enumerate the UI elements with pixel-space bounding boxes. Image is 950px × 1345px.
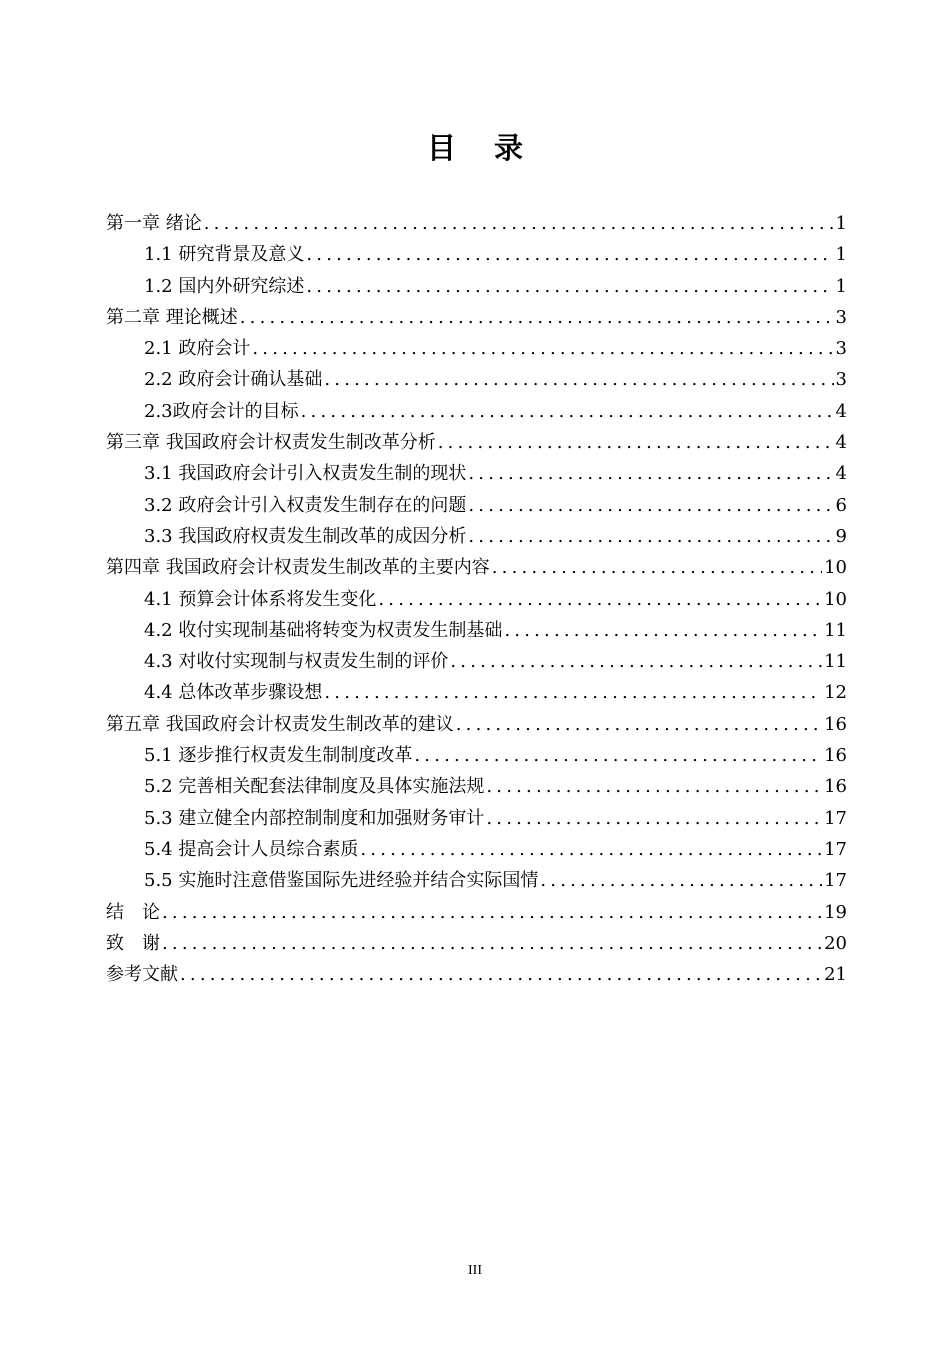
toc-entry-page-number: 3: [835, 338, 847, 360]
toc-section-entry[interactable]: [106, 834, 847, 865]
toc-entry-page-number: 4: [835, 463, 847, 485]
toc-chapter-entry[interactable]: [106, 427, 847, 458]
toc-dot-leader: [324, 677, 822, 708]
toc-section-entry[interactable]: [106, 771, 847, 802]
toc-entry-label: 5.2 完善相关配套法律制度及具体实施法规: [144, 776, 485, 798]
toc-entry-label: 4.4 总体改革步骤设想: [144, 682, 323, 704]
toc-entry-label: 第五章 我国政府会计权责发生制改革的建议: [106, 713, 454, 735]
toc-dot-leader: [540, 865, 822, 896]
toc-entry-page-number: 3: [835, 306, 847, 328]
toc-entry-label: 3.3 我国政府权责发生制改革的成因分析: [144, 525, 467, 547]
toc-entry-page-number: 1: [835, 244, 847, 266]
toc-dot-leader: [450, 646, 822, 677]
toc-section-entry[interactable]: [106, 458, 847, 489]
toc-entry-label: 致 谢: [106, 932, 160, 954]
toc-entry-label: 第三章 我国政府会计权责发生制改革分析: [106, 432, 436, 454]
toc-section-entry[interactable]: [106, 615, 847, 646]
toc-entry-label: 第一章 绪论: [106, 213, 202, 234]
toc-entry-page-number: 9: [835, 525, 847, 547]
toc-entry-label: 1.1 研究背景及意义: [144, 244, 305, 266]
toc-entry-page-number: 3: [835, 369, 847, 391]
toc-entry-label: 1.2 国内外研究综述: [144, 275, 305, 297]
toc-dot-leader: [252, 333, 833, 364]
toc-dot-leader: [468, 458, 833, 489]
toc-dot-leader: [486, 771, 822, 802]
page-title: 目 录: [426, 131, 538, 165]
toc-entry-label: 4.2 收付实现制基础将转变为权责发生制基础: [144, 619, 503, 641]
toc-chapter-entry[interactable]: [106, 959, 847, 990]
toc-entry-label: 5.1 逐步推行权责发生制制度改革: [144, 745, 413, 767]
toc-chapter-entry[interactable]: [106, 928, 847, 959]
toc-dot-leader: [240, 302, 834, 333]
toc-section-entry[interactable]: [106, 740, 847, 771]
toc-section-entry[interactable]: [106, 490, 847, 521]
toc-dot-leader: [301, 396, 834, 427]
toc-entry-page-number: 21: [824, 964, 847, 986]
toc-section-entry[interactable]: [106, 584, 847, 615]
toc-dot-leader: [486, 803, 822, 834]
toc-entry-page-number: 17: [824, 870, 847, 892]
toc-section-entry[interactable]: [106, 333, 847, 364]
toc-section-entry[interactable]: [106, 239, 847, 270]
toc-entry-page-number: 16: [824, 713, 847, 735]
toc-dot-leader: [180, 959, 822, 990]
toc-entry-page-number: 10: [824, 588, 847, 610]
toc-entry-page-number: 1: [835, 275, 847, 297]
toc-dot-leader: [306, 271, 833, 302]
toc-dot-leader: [162, 928, 822, 959]
toc-section-entry[interactable]: [106, 271, 847, 302]
toc-dot-leader: [468, 521, 833, 552]
toc-entry-page-number: 17: [824, 807, 847, 829]
table-of-contents: [106, 208, 847, 990]
toc-chapter-entry[interactable]: [106, 302, 847, 333]
toc-entry-label: 3.2 政府会计引入权责发生制存在的问题: [144, 494, 467, 516]
toc-entry-label: 2.2 政府会计确认基础: [144, 369, 323, 391]
toc-dot-leader: [468, 490, 833, 521]
toc-entry-page-number: 4: [835, 400, 847, 422]
toc-entry-page-number: 16: [824, 776, 847, 798]
toc-chapter-entry[interactable]: [106, 208, 847, 239]
toc-entry-page-number: 1: [835, 213, 847, 234]
toc-chapter-entry[interactable]: [106, 897, 847, 928]
toc-entry-label: 第二章 理论概述: [106, 306, 238, 328]
toc-entry-page-number: 17: [824, 838, 847, 860]
toc-entry-label: 5.3 建立健全内部控制制度和加强财务审计: [144, 807, 485, 829]
toc-entry-label: 3.1 我国政府会计引入权责发生制的现状: [144, 463, 467, 485]
toc-entry-page-number: 20: [824, 932, 847, 954]
toc-entry-page-number: 4: [835, 432, 847, 454]
toc-dot-leader: [378, 584, 822, 615]
toc-entry-page-number: 10: [824, 557, 847, 579]
toc-section-entry[interactable]: [106, 865, 847, 896]
toc-dot-leader: [492, 552, 822, 583]
toc-dot-leader: [204, 208, 834, 239]
toc-chapter-entry[interactable]: [106, 552, 847, 583]
toc-entry-label: 5.4 提高会计人员综合素质: [144, 838, 359, 860]
toc-entry-page-number: 11: [824, 651, 847, 673]
toc-entry-label: 第四章 我国政府会计权责发生制改革的主要内容: [106, 557, 490, 579]
toc-section-entry[interactable]: [106, 803, 847, 834]
toc-section-entry[interactable]: [106, 521, 847, 552]
toc-section-entry[interactable]: [106, 677, 847, 708]
toc-entry-page-number: 16: [824, 745, 847, 767]
toc-dot-leader: [414, 740, 822, 771]
toc-entry-label: 4.1 预算会计体系将发生变化: [144, 588, 377, 610]
toc-entry-page-number: 11: [824, 619, 847, 641]
toc-dot-leader: [456, 709, 822, 740]
toc-dot-leader: [360, 834, 822, 865]
toc-dot-leader: [324, 364, 833, 395]
toc-entry-page-number: 12: [824, 682, 847, 704]
toc-entry-label: 4.3 对收付实现制与权责发生制的评价: [144, 651, 449, 673]
toc-section-entry[interactable]: [106, 396, 847, 427]
toc-entry-label: 2.1 政府会计: [144, 338, 251, 360]
toc-chapter-entry[interactable]: [106, 709, 847, 740]
toc-entry-page-number: 6: [835, 494, 847, 516]
toc-entry-label: 2.3政府会计的目标: [144, 400, 299, 422]
toc-dot-leader: [162, 897, 822, 928]
toc-section-entry[interactable]: [106, 364, 847, 395]
toc-section-entry[interactable]: [106, 646, 847, 677]
toc-entry-label: 结 论: [106, 901, 160, 923]
toc-entry-label: 参考文献: [106, 964, 178, 986]
page-number: III: [468, 1263, 482, 1278]
toc-entry-label: 5.5 实施时注意借鉴国际先进经验并结合实际国情: [144, 870, 539, 892]
toc-dot-leader: [306, 239, 833, 270]
toc-entry-page-number: 19: [824, 901, 847, 923]
toc-dot-leader: [504, 615, 822, 646]
toc-dot-leader: [438, 427, 834, 458]
